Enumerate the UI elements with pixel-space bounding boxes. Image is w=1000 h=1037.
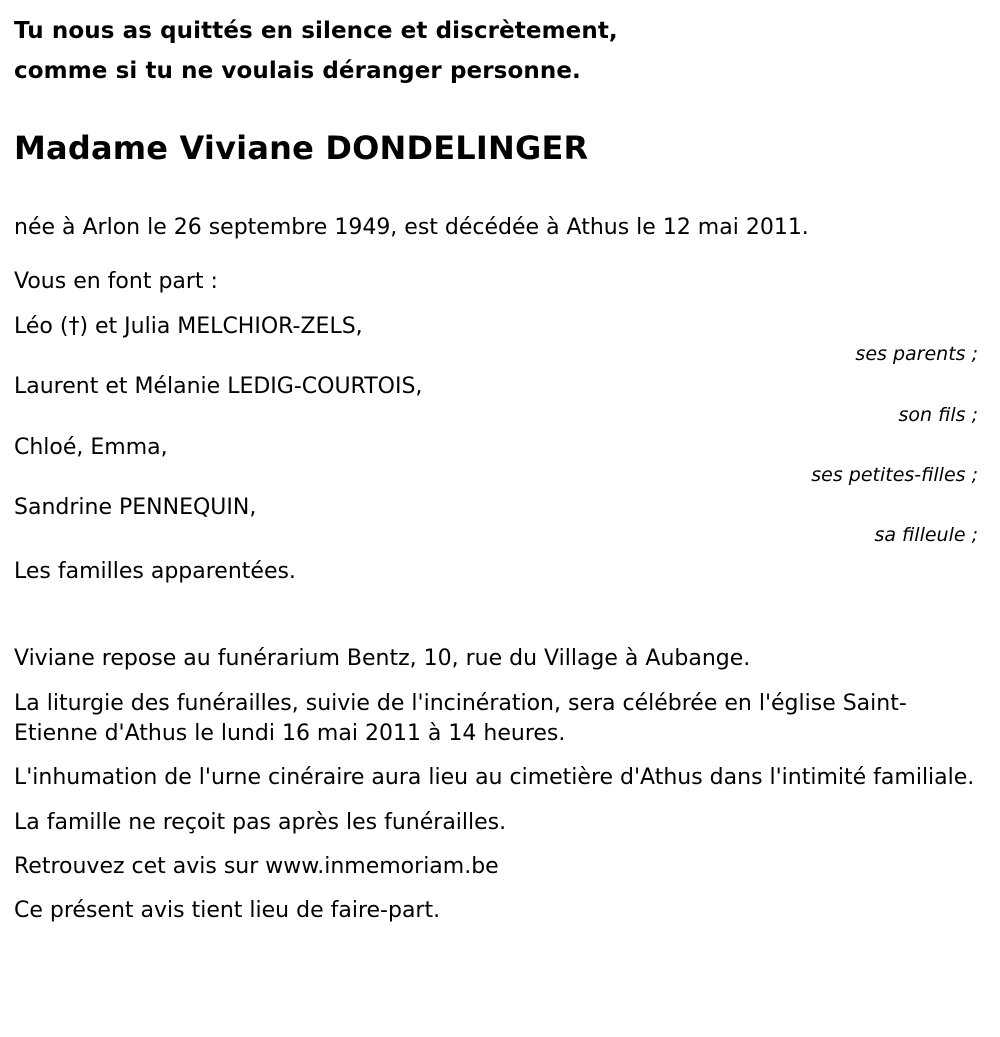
family-member-name: Laurent et Mélanie LEDIG-COURTOIS, (14, 374, 423, 400)
ceremony-line: La famille ne reçoit pas après les funérailles. (14, 809, 507, 835)
ceremony-line: Ce présent avis tient lieu de faire-part. (14, 898, 441, 924)
birth-death-line: née à Arlon le 26 septembre 1949, est décédée à Athus le 12 mai 2011. (14, 215, 809, 241)
ceremony-details (14, 644, 986, 927)
ceremony-line: La liturgie des funérailles, suivie de l'incinération, sera célébrée en l'église Saint-Etienne d'Athus le lundi 16 mai 2011 à 14 heures. (14, 690, 907, 746)
family-row (14, 434, 986, 488)
family-member-name: Sandrine PENNEQUIN, (14, 494, 257, 520)
family-row (14, 313, 986, 367)
family-member-name: Les familles apparentées. (14, 559, 296, 585)
family-list (14, 313, 986, 598)
family-row (14, 373, 986, 427)
website-line: Retrouvez cet avis sur www.inmemoriam.be (14, 854, 499, 880)
family-row (14, 494, 986, 548)
epigraph-line-1: Tu nous as quittés en silence et discrètement, (14, 18, 618, 44)
family-member-name: Chloé, Emma, (14, 434, 168, 460)
family-member-relation: son fils ; (898, 403, 978, 426)
ceremony-line: Viviane repose au funérarium Bentz, 10, rue du Village à Aubange. (14, 646, 751, 672)
family-member-name: Léo (†) et Julia MELCHIOR-ZELS, (14, 313, 363, 339)
announce-intro: Vous en font part : (14, 269, 218, 295)
epigraph (14, 12, 986, 91)
deceased-name: Madame Viviane DONDELINGER (14, 129, 589, 168)
ceremony-line: L'inhumation de l'urne cinéraire aura lieu au cimetière d'Athus dans l'intimité familiale. (14, 765, 975, 791)
epigraph-line-2: comme si tu ne voulais déranger personne. (14, 57, 581, 84)
family-member-relation: ses petites-filles ; (811, 464, 978, 487)
family-member-relation: sa filleule ; (874, 524, 978, 547)
family-member-relation: ses parents ; (855, 343, 978, 366)
family-row (14, 558, 986, 598)
